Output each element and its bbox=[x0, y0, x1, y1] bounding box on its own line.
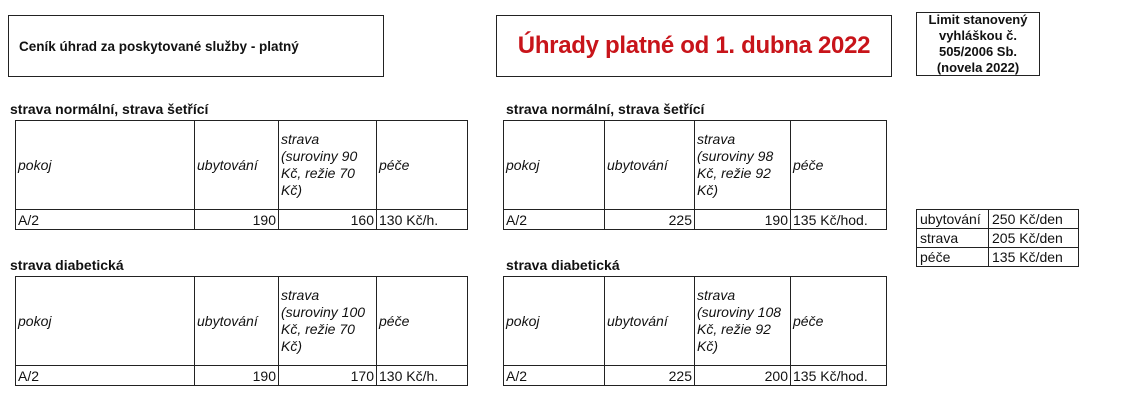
right-normal-section-title: strava normální, strava šetřící bbox=[506, 101, 705, 117]
cell-room: A/2 bbox=[504, 366, 605, 386]
col-food: strava (suroviny 108 Kč, režie 92 Kč) bbox=[695, 277, 791, 366]
left-header-box bbox=[8, 15, 384, 77]
limit-value: 205 Kč/den bbox=[989, 229, 1079, 248]
limit-label: péče bbox=[917, 248, 989, 267]
col-food: strava (suroviny 98 Kč, režie 92 Kč) bbox=[695, 121, 791, 210]
limit-row bbox=[917, 248, 1079, 267]
col-care: péče bbox=[377, 277, 468, 366]
cell-food: 200 bbox=[695, 366, 791, 386]
cell-stay: 190 bbox=[195, 210, 279, 230]
cell-care: 130 Kč/h. bbox=[377, 366, 468, 386]
limit-label: ubytování bbox=[917, 210, 989, 229]
limits-table bbox=[916, 209, 1079, 267]
col-food: strava (suroviny 90 Kč, režie 70 Kč) bbox=[279, 121, 377, 210]
cell-food: 170 bbox=[279, 366, 377, 386]
cell-room: A/2 bbox=[16, 210, 195, 230]
left-normal-table bbox=[15, 120, 468, 230]
cell-care: 135 Kč/hod. bbox=[791, 210, 887, 230]
right-header-box bbox=[916, 12, 1040, 76]
col-room: pokoj bbox=[16, 277, 195, 366]
col-stay: ubytování bbox=[605, 277, 695, 366]
limit-label: strava bbox=[917, 229, 989, 248]
center-header-title: Úhrady platné od 1. dubna 2022 bbox=[517, 32, 871, 59]
cell-food: 190 bbox=[695, 210, 791, 230]
col-food: strava (suroviny 100 Kč, režie 70 Kč) bbox=[279, 277, 377, 366]
right-header-title: Limit stanovený vyhláškou č. 505/2006 Sb. (novela 2022) bbox=[928, 12, 1028, 75]
col-care: péče bbox=[791, 277, 887, 366]
col-stay: ubytování bbox=[195, 121, 279, 210]
cell-stay: 225 bbox=[605, 366, 695, 386]
cell-care: 135 Kč/hod. bbox=[791, 366, 887, 386]
cell-care: 130 Kč/h. bbox=[377, 210, 468, 230]
col-stay: ubytování bbox=[195, 277, 279, 366]
col-room: pokoj bbox=[504, 121, 605, 210]
center-header-box bbox=[496, 15, 892, 77]
col-room: pokoj bbox=[16, 121, 195, 210]
right-normal-table bbox=[503, 120, 887, 230]
col-care: péče bbox=[791, 121, 887, 210]
right-diabetic-section-title: strava diabetická bbox=[506, 257, 620, 273]
left-header-title: Ceník úhrad za poskytované služby - platný bbox=[19, 38, 299, 54]
cell-food: 160 bbox=[279, 210, 377, 230]
limit-row bbox=[917, 229, 1079, 248]
cell-room: A/2 bbox=[504, 210, 605, 230]
col-room: pokoj bbox=[504, 277, 605, 366]
col-care: péče bbox=[377, 121, 468, 210]
cell-room: A/2 bbox=[16, 366, 195, 386]
limit-value: 250 Kč/den bbox=[989, 210, 1079, 229]
left-diabetic-table bbox=[15, 276, 468, 386]
cell-stay: 225 bbox=[605, 210, 695, 230]
right-diabetic-table bbox=[503, 276, 887, 386]
left-diabetic-section-title: strava diabetická bbox=[10, 257, 124, 273]
left-normal-section-title: strava normální, strava šetřící bbox=[10, 101, 209, 117]
limit-row bbox=[917, 210, 1079, 229]
limit-value: 135 Kč/den bbox=[989, 248, 1079, 267]
cell-stay: 190 bbox=[195, 366, 279, 386]
col-stay: ubytování bbox=[605, 121, 695, 210]
